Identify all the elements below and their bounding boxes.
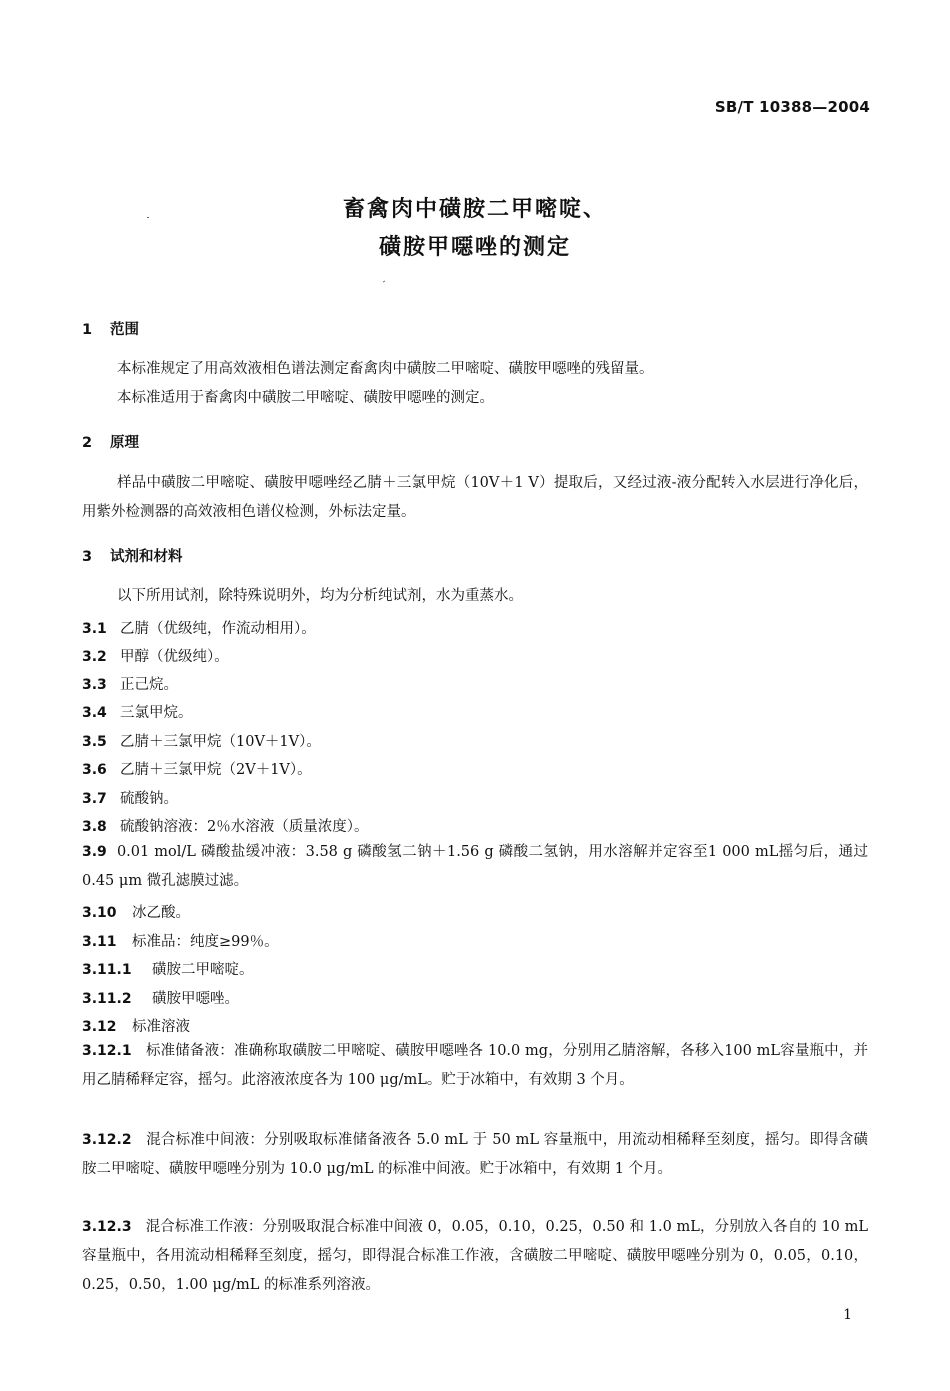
item-text: 标准储备液：准确称取磺胺二甲嘧啶、磺胺甲噁唑各 10.0 mg，分别用乙腈溶解，各移入100 mL容量瓶中，并用乙腈稀释定容，摇匀。此溶液浓度各为 100 μg/mL。贮于冰箱中，有效期 3 个月。 <box>82 1043 869 1088</box>
item-number: 3.9 <box>82 844 107 860</box>
section-number: 2 <box>82 435 93 451</box>
list-item <box>82 987 239 1008</box>
item-text: 乙腈＋三氯甲烷（2V＋1V）。 <box>120 762 312 778</box>
list-item <box>82 617 316 638</box>
item-text: 乙腈（优级纯，作流动相用）。 <box>120 621 316 637</box>
item-number: 3.7 <box>82 791 107 807</box>
list-item-multiline <box>82 838 868 896</box>
item-number: 3.11 <box>82 934 117 950</box>
section-1-heading <box>82 318 139 339</box>
item-text: 标准品：纯度≥99％。 <box>132 934 279 950</box>
document-title-line-2: 磺胺甲噁唑的测定 <box>378 235 571 260</box>
list-item <box>82 673 178 694</box>
item-number: 3.1 <box>82 621 107 637</box>
section-2-heading <box>82 431 139 452</box>
item-number: 3.11.2 <box>82 991 132 1007</box>
item-text: 硫酸钠溶液：2％水溶液（质量浓度）。 <box>120 819 369 835</box>
list-item <box>82 730 321 751</box>
document-title-line-1: 畜禽肉中磺胺二甲嘧啶、 <box>342 197 607 222</box>
item-number: 3.5 <box>82 734 107 750</box>
list-item <box>82 930 279 951</box>
item-number: 3.4 <box>82 705 107 721</box>
section-3-intro: 以下所用试剂，除特殊说明外，均为分析纯试剂，水为重蒸水。 <box>117 588 523 604</box>
section-number: 3 <box>82 549 93 565</box>
section-title: 试剂和材料 <box>110 549 183 565</box>
item-text: 混合标准工作液：分别吸取混合标准中间液 0，0.05，0.10，0.25，0.50 和 1.0 mL，分别放入各自的 10 mL 容量瓶中，各用流动相稀释至刻度，摇匀，即得混合标准工作液，含磺胺二甲嘧啶、磺胺甲噁唑分别为 0，0.05，0.10，0.25，0.50，1.00 μg/mL 的标准系列溶液。 <box>82 1219 868 1293</box>
item-text: 混合标准中间液：分别吸取标准储备液各 5.0 mL 于 50 mL 容量瓶中，用流动相稀释至刻度，摇匀。即得含磺胺二甲嘧啶、磺胺甲噁唑分别为 10.0 μg/mL 的标准中间液。贮于冰箱中，有效期 1 个月。 <box>82 1132 869 1177</box>
section-1-paragraph: 本标准规定了用高效液相色谱法测定畜禽肉中磺胺二甲嘧啶、磺胺甲噁唑的残留量。 <box>117 361 654 377</box>
list-item <box>82 1015 190 1036</box>
list-item <box>82 901 190 922</box>
list-item <box>82 815 368 836</box>
list-item-multiline <box>82 1126 868 1184</box>
standard-number: SB/T 10388—2004 <box>714 98 870 116</box>
item-text: 正己烷。 <box>120 677 178 693</box>
section-2-paragraph: 样品中磺胺二甲嘧啶、磺胺甲噁唑经乙腈＋三氯甲烷（10V＋1 V）提取后，又经过液-液分配转入水层进行净化后，用紫外检测器的高效液相色谱仪检测，外标法定量。 <box>82 475 868 520</box>
item-number: 3.12.2 <box>82 1132 132 1148</box>
item-text: 磺胺二甲嘧啶。 <box>152 962 254 978</box>
item-text: 标准溶液 <box>132 1019 190 1035</box>
item-text: 乙腈＋三氯甲烷（10V＋1V）。 <box>120 734 321 750</box>
section-number: 1 <box>82 322 93 338</box>
section-title: 原理 <box>110 435 139 451</box>
item-number: 3.12.1 <box>82 1043 132 1059</box>
section-title: 范围 <box>110 322 139 338</box>
item-text: 磺胺甲噁唑。 <box>152 991 239 1007</box>
list-item-multiline <box>82 1037 868 1095</box>
item-number: 3.12.3 <box>82 1219 132 1235</box>
list-item <box>82 701 193 722</box>
list-item <box>82 645 229 666</box>
list-item <box>82 787 178 808</box>
item-number: 3.8 <box>82 819 107 835</box>
item-text: 硫酸钠。 <box>120 791 178 807</box>
section-1-paragraph: 本标准适用于畜禽肉中磺胺二甲嘧啶、磺胺甲噁唑的测定。 <box>117 390 494 406</box>
item-text: 甲醇（优级纯）。 <box>120 649 229 665</box>
item-text: 冰乙酸。 <box>132 905 190 921</box>
item-number: 3.12 <box>82 1019 117 1035</box>
item-number: 3.2 <box>82 649 107 665</box>
list-item <box>82 958 254 979</box>
item-number: 3.10 <box>82 905 117 921</box>
item-number: 3.11.1 <box>82 962 132 978</box>
item-text: 0.01 mol/L 磷酸盐缓冲液：3.58 g 磷酸氢二钠＋1.56 g 磷酸二氢钠，用水溶解并定容至1 000 mL摇匀后，通过 0.45 μm 微孔滤膜过滤。 <box>82 844 869 889</box>
item-number: 3.3 <box>82 677 107 693</box>
scan-speck <box>383 280 385 282</box>
item-text: 三氯甲烷。 <box>120 705 193 721</box>
item-number: 3.6 <box>82 762 107 778</box>
scan-speck <box>147 217 149 218</box>
section-3-heading <box>82 545 183 566</box>
list-item <box>82 758 312 779</box>
list-item-multiline <box>82 1213 868 1300</box>
page-number: 1 <box>843 1307 852 1323</box>
